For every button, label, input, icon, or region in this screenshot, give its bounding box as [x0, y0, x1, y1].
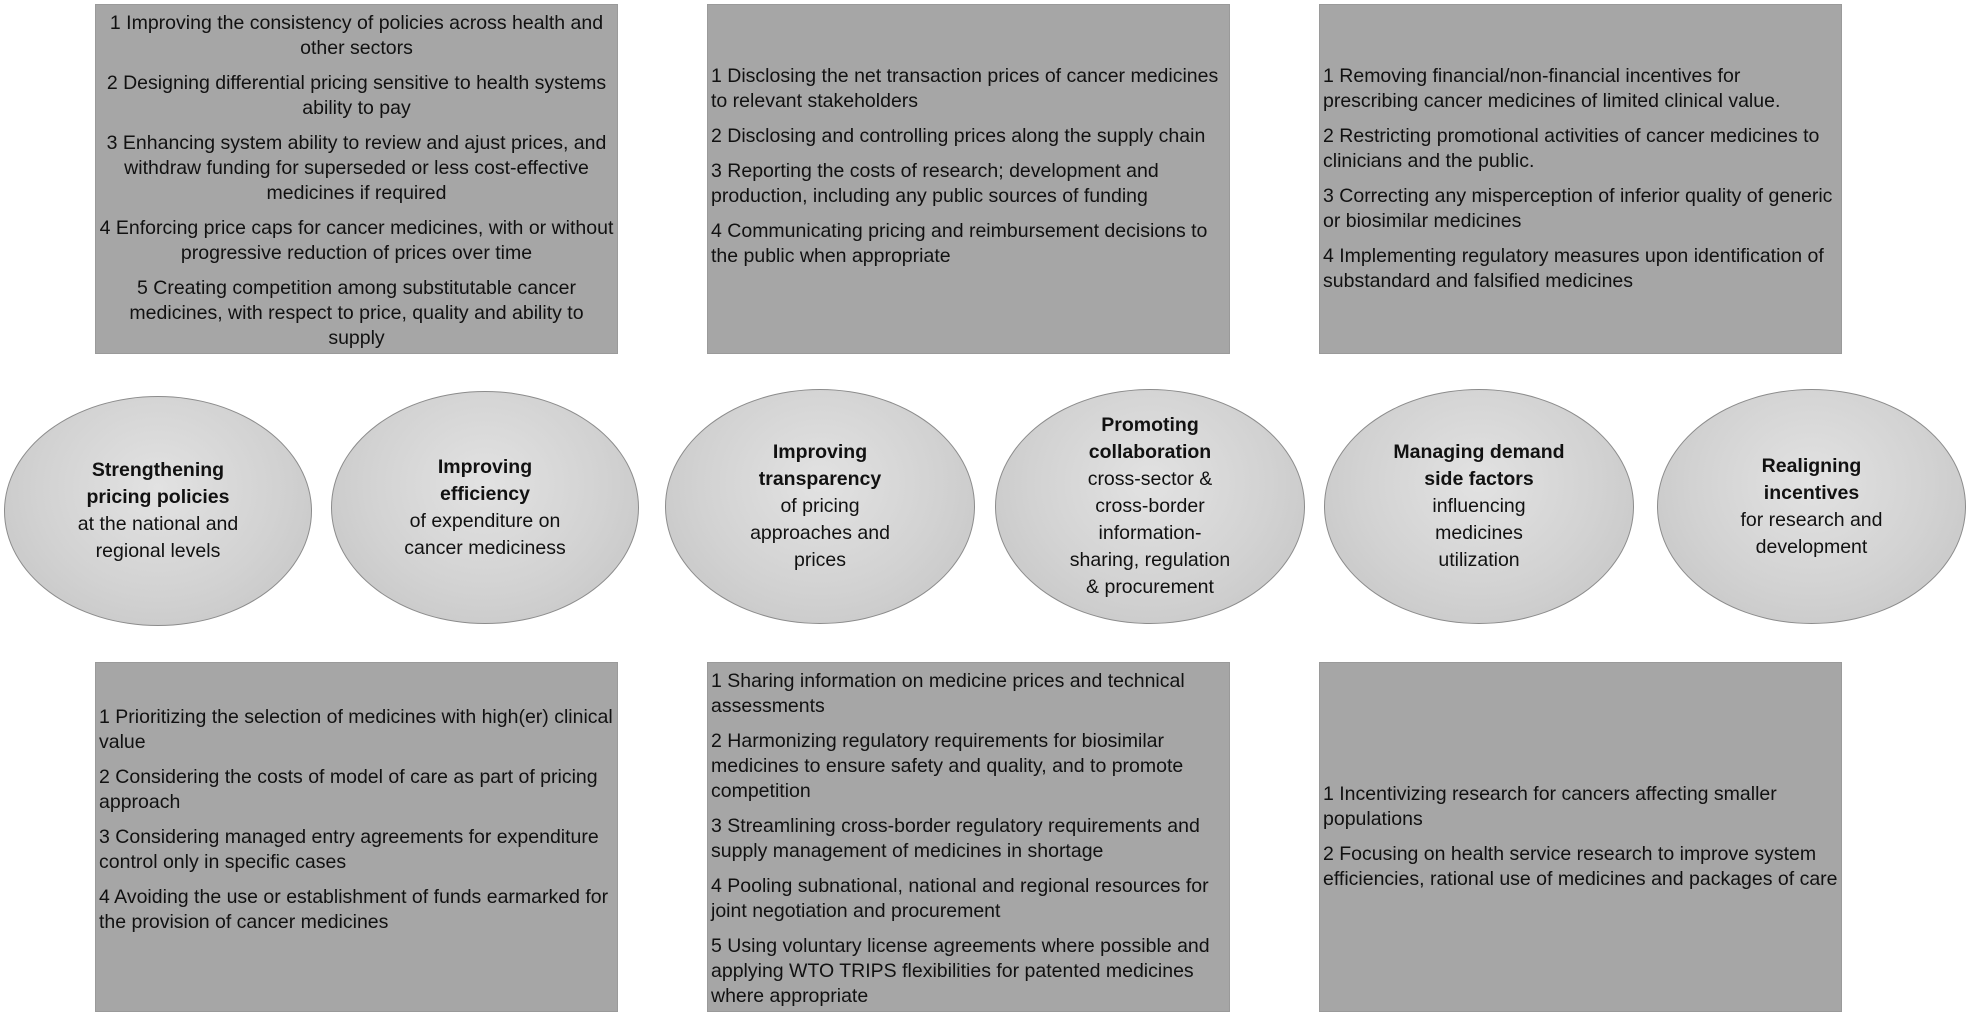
improving-transparency-ellipse: [665, 389, 975, 624]
ellipse-title: incentives: [1763, 481, 1860, 504]
ellipse-title: Realigning: [1761, 454, 1862, 477]
pricing-policies-actions-box: [95, 4, 618, 354]
box-item: 4 Enforcing price caps for cancer medicines, with or without progressive reduction of prices over time: [99, 217, 614, 264]
box-item: 2 Considering the costs of model of care as part of pricing approach: [99, 766, 598, 813]
box-item: 1 Sharing information on medicine prices and technical assessments: [711, 670, 1185, 717]
ellipse-subtitle: medicines: [1435, 522, 1523, 544]
box-item: 3 Correcting any misperception of inferior quality of generic or biosimilar medicines: [1323, 185, 1833, 232]
box-item: 3 Reporting the costs of research; development and production, including any public sources of funding: [711, 160, 1159, 207]
box-item: 1 Disclosing the net transaction prices of cancer medicines to relevant stakeholders: [711, 65, 1219, 112]
ellipse-subtitle: utilization: [1438, 549, 1520, 571]
box-item: 1 Incentivizing research for cancers affecting smaller populations: [1323, 783, 1777, 830]
managing-demand-ellipse: [1324, 389, 1634, 624]
ellipse-title: pricing policies: [86, 486, 230, 508]
box-item: 4 Pooling subnational, national and regional resources for joint negotiation and procurement: [711, 875, 1209, 922]
ellipse-subtitle: influencing: [1432, 495, 1526, 517]
ellipse-subtitle: for research and: [1740, 508, 1883, 531]
box-item: 1 Improving the consistency of policies across health and other sectors: [109, 12, 604, 59]
ellipse-title: Improving: [437, 455, 533, 478]
ellipse-subtitle: development: [1755, 535, 1868, 558]
transparency-actions-box: [707, 4, 1230, 354]
ellipse-title: side factors: [1424, 468, 1534, 490]
collaboration-actions-box: [707, 662, 1230, 1012]
box-item: 4 Communicating pricing and reimbursement decisions to the public when appropriate: [711, 220, 1208, 267]
improving-efficiency-ellipse: [331, 391, 639, 624]
box-item: 4 Implementing regulatory measures upon identification of substandard and falsified medicines: [1323, 245, 1824, 292]
ellipse-title: collaboration: [1088, 441, 1212, 463]
box-item: 1 Prioritizing the selection of medicines with high(er) clinical value: [99, 706, 613, 753]
ellipse-subtitle: prices: [793, 549, 847, 571]
ellipse-subtitle: cancer mediciness: [404, 536, 566, 559]
box-item: 5 Creating competition among substitutable cancer medicines, with respect to price, quality and ability to supply: [129, 277, 584, 349]
strengthening-pricing-policies-ellipse: [4, 396, 312, 626]
ellipse-title: Managing demand: [1393, 441, 1565, 463]
ellipse-subtitle: approaches and: [750, 522, 890, 544]
box-item: 1 Removing financial/non-financial incentives for prescribing cancer medicines of limited clinical value.: [1323, 65, 1781, 112]
box-item: 2 Restricting promotional activities of cancer medicines to clinicians and the public.: [1323, 125, 1820, 172]
box-item: 3 Streamlining cross-border regulatory requirements and supply management of medicines in shortage: [711, 815, 1200, 862]
realigning-incentives-ellipse: [1657, 389, 1966, 624]
ellipse-subtitle: information-: [1098, 522, 1202, 544]
ellipse-subtitle: sharing, regulation: [1069, 549, 1231, 571]
ellipse-subtitle: of expenditure on: [409, 509, 561, 532]
box-item: 2 Harmonizing regulatory requirements for biosimilar medicines to ensure safety and quality, and to promote competition: [711, 730, 1184, 802]
box-item: 5 Using voluntary license agreements where possible and applying WTO TRIPS flexibilities for patented medicines where appropriate: [711, 935, 1210, 1007]
box-item: 3 Enhancing system ability to review and ajust prices, and withdraw funding for superseded or less cost-effective medicines if required: [106, 132, 607, 204]
box-item: 4 Avoiding the use or establishment of funds earmarked for the provision of cancer medicines: [99, 886, 609, 933]
ellipse-subtitle: cross-sector &: [1087, 468, 1213, 490]
promoting-collaboration-ellipse: [995, 389, 1305, 624]
incentives-actions-box: [1319, 662, 1842, 1012]
box-item: 2 Disclosing and controlling prices along the supply chain: [711, 125, 1206, 147]
ellipse-title: efficiency: [440, 482, 530, 505]
ellipse-title: transparency: [758, 468, 882, 490]
ellipse-subtitle: & procurement: [1086, 576, 1214, 598]
efficiency-actions-box: [95, 662, 618, 1012]
box-item: 3 Considering managed entry agreements for expenditure control only in specific cases: [99, 826, 599, 873]
ellipse-title: Promoting: [1101, 414, 1199, 436]
ellipse-subtitle: of pricing: [780, 495, 860, 517]
box-item: 2 Designing differential pricing sensitive to health systems ability to pay: [106, 72, 607, 119]
ellipse-subtitle: cross-border: [1095, 495, 1205, 517]
box-item: 2 Focusing on health service research to improve system efficiencies, rational use of medicines and packages of care: [1323, 843, 1838, 890]
ellipse-subtitle: at the national and: [77, 513, 239, 535]
ellipse-title: Improving: [772, 441, 868, 463]
ellipse-title: Strengthening: [91, 459, 225, 481]
ellipse-subtitle: regional levels: [95, 540, 221, 562]
demand-side-actions-box: [1319, 4, 1842, 354]
